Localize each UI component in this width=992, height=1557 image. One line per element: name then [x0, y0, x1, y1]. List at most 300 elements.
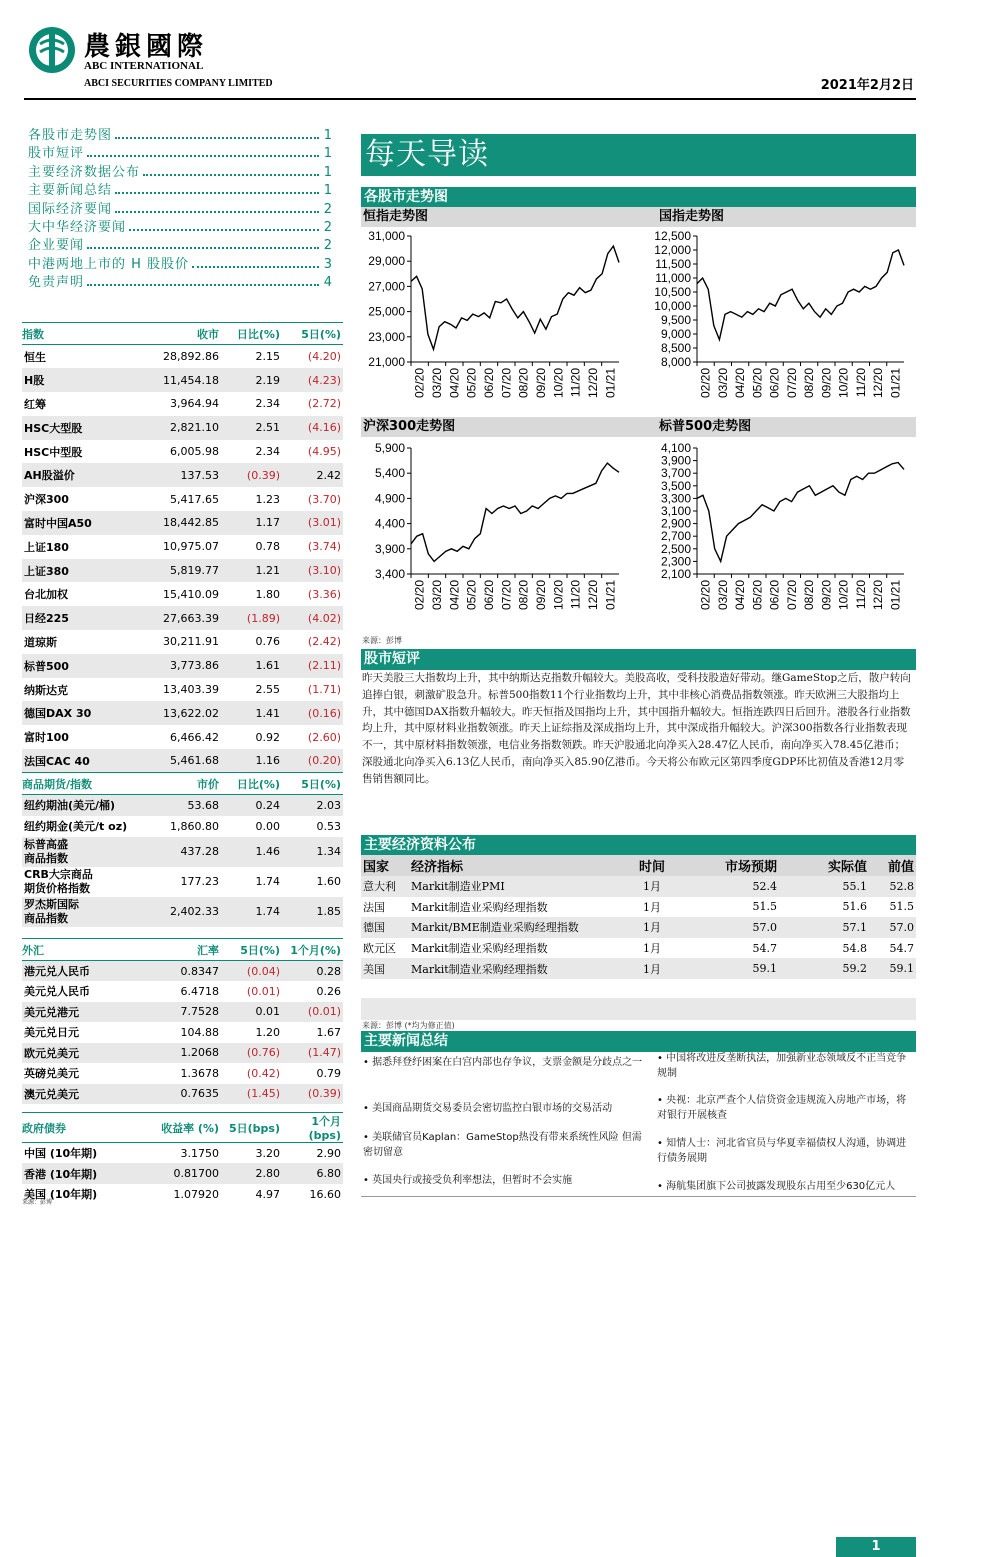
toc-label: 大中华经济要闻 — [28, 220, 127, 236]
toc-leader — [115, 211, 319, 213]
table-row — [22, 749, 343, 773]
table-cell: (4.16) — [282, 416, 343, 440]
table-cell: (1.45) — [221, 1084, 282, 1105]
table-cell: 4.97 — [255, 1187, 280, 1201]
table-row — [22, 440, 343, 464]
toc-leader — [143, 174, 319, 176]
table-row — [22, 981, 343, 1002]
table-cell: 0.26 — [316, 984, 341, 998]
econ-cell: 1月 — [643, 900, 661, 914]
table-cell: 18,442.85 — [144, 511, 221, 535]
y-tick-label: 5,900 — [374, 441, 405, 455]
x-tick-label: 08/20 — [802, 368, 817, 399]
table-cell: (0.39) — [282, 1084, 343, 1105]
table-cell: (1.89) — [221, 606, 282, 630]
toc-leader — [115, 192, 319, 194]
econ-blank-row — [361, 998, 916, 1020]
table-cell: 1.34 — [282, 837, 343, 867]
table-row — [22, 1184, 343, 1205]
y-tick-label: 5,400 — [374, 466, 405, 481]
table-cell: CRB大宗商品 期货价格指数 — [24, 867, 93, 895]
table-cell: 6.80 — [282, 1163, 343, 1184]
toc-page: 1 — [323, 164, 332, 180]
news-text: 央视：北京严查个人信贷资金违规流入房地产市场，将对银行开展核查 — [657, 1095, 907, 1121]
toc-item[interactable] — [28, 145, 332, 163]
econ-cell: Markit制造业PMI — [409, 876, 615, 897]
column-header: 5日(%) — [221, 939, 282, 961]
econ-header: 前值 — [869, 855, 916, 876]
table-cell: 1.3678 — [180, 1066, 219, 1080]
toc-label: 企业要闻 — [28, 238, 85, 254]
chart-title-spx: 标普500走势图 — [659, 419, 752, 434]
table-cell: (1.47) — [282, 1043, 343, 1064]
table-cell: 港元兑人民币 — [22, 961, 144, 982]
company-logo — [28, 24, 328, 94]
chart-titles-row-2 — [361, 417, 916, 437]
table-cell: (0.16) — [282, 701, 343, 725]
econ-cell: 德国 — [361, 917, 409, 938]
toc-page: 3 — [323, 256, 332, 272]
x-tick-label: 12/20 — [871, 580, 886, 611]
table-cell: 2.80 — [221, 1163, 282, 1184]
x-tick-label: 04/20 — [733, 368, 748, 399]
y-tick-label: 3,300 — [660, 491, 691, 506]
y-tick-label: 3,700 — [660, 466, 691, 481]
table-row — [22, 837, 343, 867]
table-cell: (3.74) — [307, 540, 341, 554]
y-tick-label: 9,000 — [660, 327, 691, 341]
section-econ: 主要经济资料公布 — [361, 835, 916, 856]
table-cell: 美元兑日元 — [24, 1026, 79, 1040]
econ-cell: 54.7 — [752, 941, 777, 955]
chart-titles-row-1 — [361, 207, 916, 227]
table-cell: 0.24 — [221, 795, 282, 816]
news-item[interactable] — [657, 1094, 916, 1123]
logo-company-name: ABCI SECURITIES COMPANY LIMITED — [84, 78, 273, 89]
x-tick-label: 08/20 — [516, 368, 531, 399]
news-item[interactable] — [363, 1174, 651, 1189]
x-tick-label: 04/20 — [733, 580, 748, 611]
chart-hscei — [641, 228, 916, 418]
table-cell: 欧元兑美元 — [22, 1043, 144, 1064]
y-tick-label: 2,900 — [660, 516, 691, 531]
table-cell: 1.80 — [255, 587, 280, 601]
table-cell: 红筹 — [24, 397, 46, 411]
table-cell: 5,417.65 — [170, 492, 219, 506]
news-text: 美国商品期货交易委员会密切监控白银市场的交易活动 — [372, 1103, 613, 1114]
x-tick-label: 03/20 — [430, 580, 444, 611]
chart-title-csi300: 沪深300走势图 — [363, 419, 456, 434]
table-cell: 美元兑人民币 — [24, 985, 90, 999]
table-cell: 1.41 — [221, 701, 282, 725]
econ-cell: Markit制造业采购经理指数 — [411, 942, 548, 956]
y-tick-label: 3,100 — [660, 504, 691, 518]
y-tick-label: 27,000 — [368, 279, 405, 294]
table-row — [22, 606, 343, 630]
y-tick-label: 8,000 — [660, 355, 691, 369]
news-item[interactable] — [363, 1102, 651, 1117]
column-header: 日比(%) — [221, 773, 282, 795]
commodities-table — [22, 772, 343, 927]
table-cell: 0.81700 — [144, 1163, 221, 1184]
table-cell: HSC中型股 — [24, 445, 83, 459]
bonds-source: 来源：彭博 — [22, 1199, 53, 1206]
toc-leader — [129, 229, 319, 231]
x-tick-label: 06/20 — [767, 368, 782, 399]
table-row — [22, 678, 343, 702]
table-cell: 30,211.91 — [163, 635, 219, 649]
bullet-icon: • — [363, 1132, 373, 1143]
table-cell: HSC大型股 — [22, 416, 144, 440]
logo-chinese-name: 農銀國際 — [84, 32, 209, 62]
econ-table — [361, 855, 916, 979]
table-row — [22, 345, 343, 369]
table-cell: 28,892.86 — [163, 350, 219, 364]
table-cell: 1,860.80 — [170, 819, 219, 833]
toc-item[interactable] — [28, 237, 332, 255]
table-row — [22, 463, 343, 487]
table-cell: (0.20) — [282, 749, 343, 773]
table-cell: 纽约期油(美元/桶) — [22, 795, 144, 816]
table-cell: 0.79 — [316, 1066, 341, 1080]
table-row — [22, 487, 343, 511]
table-cell: 13,622.02 — [144, 701, 221, 725]
table-cell: 纽约期金(美元/t oz) — [24, 820, 128, 833]
x-tick-label: 08/20 — [516, 580, 531, 611]
econ-header: 时间 — [615, 855, 689, 876]
table-cell: (2.42) — [307, 635, 341, 649]
econ-header: 经济指标 — [409, 855, 615, 876]
econ-cell: 54.7 — [889, 941, 914, 955]
y-tick-label: 2,700 — [660, 529, 691, 544]
x-tick-label: 11/20 — [568, 368, 583, 398]
series-line — [411, 246, 619, 349]
table-cell: 上证380 — [22, 559, 144, 583]
column-header: 收市 — [144, 323, 221, 345]
news-text: 知情人士：河北省官员与华夏幸福债权人沟通，协调进行债务展期 — [657, 1138, 907, 1164]
econ-cell: 59.1 — [689, 958, 779, 979]
news-item[interactable] — [363, 1056, 651, 1071]
table-cell: 德国DAX 30 — [22, 701, 144, 725]
table-cell: (1.71) — [307, 683, 341, 697]
toc-page: 1 — [323, 146, 332, 162]
y-tick-label: 4,400 — [374, 516, 405, 531]
table-cell: 1.20 — [255, 1025, 280, 1039]
y-tick-label: 3,500 — [660, 478, 691, 493]
table-cell: 13,403.39 — [163, 683, 219, 697]
column-header: 收益率 (%) — [144, 1113, 221, 1143]
y-tick-label: 2,100 — [660, 567, 691, 581]
econ-cell: 1月 — [615, 876, 689, 897]
fx-table — [22, 938, 343, 1104]
news-item[interactable] — [657, 1137, 916, 1166]
econ-row — [361, 876, 916, 897]
header-divider — [24, 98, 916, 100]
table-cell: (4.20) — [307, 350, 341, 364]
table-row — [22, 535, 343, 559]
chart-csi300 — [361, 440, 631, 630]
table-cell: 11,454.18 — [144, 368, 221, 392]
x-tick-label: 10/20 — [551, 368, 566, 399]
econ-cell: 美国 — [361, 958, 409, 979]
table-row — [22, 897, 343, 927]
table-cell: 澳元兑美元 — [22, 1084, 144, 1105]
table-cell: 台北加权 — [24, 588, 68, 602]
x-tick-label: 01/21 — [603, 368, 618, 399]
table-row — [22, 795, 343, 816]
report-date: 2021年2月2日 — [820, 78, 914, 93]
column-header: 1个月(bps) — [282, 1113, 343, 1143]
column-header: 5日(%) — [282, 323, 343, 345]
table-cell: 0.01 — [221, 1002, 282, 1023]
econ-cell: 57.0 — [689, 917, 779, 938]
table-cell: 2.34 — [255, 397, 280, 411]
toc-item[interactable] — [28, 164, 332, 182]
table-cell: 1.74 — [255, 875, 280, 888]
econ-cell: 51.5 — [889, 900, 914, 914]
table-row — [22, 816, 343, 837]
table-cell: 6.4718 — [180, 984, 219, 998]
econ-cell: 59.2 — [779, 958, 869, 979]
x-tick-label: 02/20 — [412, 580, 427, 611]
x-tick-label: 10/20 — [836, 368, 851, 399]
table-cell: 27,663.39 — [144, 606, 221, 630]
bullet-icon: • — [657, 1095, 667, 1106]
econ-row — [361, 897, 916, 918]
section-commentary: 股市短评 — [361, 649, 916, 670]
econ-cell: 欧元区 — [363, 942, 396, 956]
y-tick-label: 11,500 — [655, 257, 691, 271]
table-cell: 6,466.42 — [170, 730, 219, 744]
y-tick-label: 4,900 — [374, 491, 405, 506]
table-cell: 437.28 — [144, 837, 221, 867]
y-tick-label: 2,300 — [660, 554, 691, 569]
x-tick-label: 12/20 — [586, 580, 600, 611]
column-header: 1个月(%) — [282, 939, 343, 961]
table-cell: 0.76 — [255, 635, 280, 649]
table-cell: 香港 (10年期) — [22, 1163, 144, 1184]
column-header: 指数 — [22, 323, 144, 345]
x-tick-label: 03/20 — [715, 580, 730, 611]
column-header: 5日(bps) — [221, 1113, 282, 1143]
table-cell: 上证180 — [24, 540, 69, 554]
chart-hsi — [361, 228, 631, 418]
y-tick-label: 8,500 — [660, 341, 691, 355]
table-row — [22, 416, 343, 440]
section-charts: 各股市走势图 — [361, 187, 916, 208]
table-cell: (3.36) — [307, 587, 341, 601]
table-row — [22, 1084, 343, 1105]
table-cell: (4.95) — [307, 445, 341, 459]
toc-label: 主要新闻总结 — [28, 183, 113, 199]
x-tick-label: 06/20 — [482, 368, 496, 399]
series-line — [697, 250, 904, 340]
econ-cell: 57.0 — [869, 917, 916, 938]
table-cell: 沪深300 — [24, 493, 69, 507]
table-row — [22, 701, 343, 725]
table-row — [22, 559, 343, 583]
econ-row — [361, 958, 916, 979]
y-tick-label: 3,900 — [660, 453, 691, 468]
table-cell: 1.61 — [221, 654, 282, 678]
table-row — [22, 582, 343, 606]
toc-page: 1 — [323, 183, 332, 199]
econ-cell: 法国 — [363, 900, 385, 914]
bullet-icon: • — [363, 1057, 373, 1068]
table-cell: (0.42) — [246, 1066, 280, 1080]
toc-item[interactable] — [28, 127, 332, 145]
news-text: 据悉拜登纾困案在白宫内部也存争议，支票金额是分歧点之一 — [372, 1057, 643, 1068]
table-cell: 16.60 — [309, 1187, 341, 1201]
x-tick-label: 06/20 — [767, 580, 782, 611]
table-row — [22, 392, 343, 416]
toc-label: 股市短评 — [28, 146, 85, 162]
table-cell: (2.11) — [282, 654, 343, 678]
table-cell: 177.23 — [180, 875, 219, 888]
table-cell: 1.21 — [221, 559, 282, 583]
table-cell: 1.85 — [282, 897, 343, 927]
x-tick-label: 12/20 — [586, 368, 600, 399]
news-item[interactable] — [657, 1180, 916, 1195]
x-tick-label: 07/20 — [784, 580, 799, 611]
table-cell: 1.07920 — [173, 1187, 219, 1201]
table-cell: 6,005.98 — [170, 445, 219, 459]
table-cell: 0.7635 — [144, 1084, 221, 1105]
table-cell: (0.39) — [221, 463, 282, 487]
toc-leader — [87, 247, 319, 249]
news-text: 美联储官员Kaplan：GameStop热没有带来系统性风险 但需密切留意 — [363, 1132, 642, 1158]
x-tick-label: 07/20 — [499, 368, 514, 399]
table-row — [22, 1163, 343, 1184]
series-line — [411, 463, 619, 561]
table-cell: 2,402.33 — [144, 897, 221, 927]
indices-table — [22, 322, 343, 773]
x-tick-label: 02/20 — [698, 368, 713, 399]
column-header: 5日(%) — [282, 773, 343, 795]
econ-cell: 意大利 — [361, 876, 409, 897]
x-tick-label: 04/20 — [447, 368, 462, 399]
table-cell: 中国 (10年期) — [24, 1147, 98, 1161]
table-cell: 英磅兑美元 — [24, 1067, 79, 1081]
table-row — [22, 368, 343, 392]
econ-cell: 52.8 — [869, 876, 916, 897]
x-tick-label: 09/20 — [819, 580, 834, 611]
toc-item[interactable] — [28, 182, 332, 200]
econ-cell: 59.1 — [869, 958, 916, 979]
table-cell: 2.90 — [316, 1146, 341, 1160]
y-tick-label: 3,400 — [374, 567, 405, 581]
toc-item[interactable] — [28, 219, 332, 237]
table-cell: 2.03 — [282, 795, 343, 816]
news-bottom-rule — [361, 1196, 916, 1197]
column-header: 商品期货/指数 — [22, 773, 144, 795]
chart-spx — [641, 440, 916, 630]
page-number: 1 — [836, 1537, 916, 1557]
table-cell: 3.20 — [255, 1146, 280, 1160]
econ-cell: 1月 — [615, 958, 689, 979]
logo-english-name: ABC INTERNATIONAL — [84, 60, 204, 72]
table-cell: 2,821.10 — [144, 416, 221, 440]
toc-item[interactable] — [28, 274, 332, 292]
x-tick-label: 01/21 — [603, 580, 618, 611]
econ-cell: 1月 — [643, 942, 661, 956]
table-cell: 0.78 — [255, 540, 280, 554]
y-tick-label: 4,100 — [660, 441, 691, 455]
table-cell: (4.23) — [282, 368, 343, 392]
table-row — [22, 725, 343, 749]
x-tick-label: 03/20 — [430, 368, 444, 399]
table-cell: 15,410.09 — [163, 587, 219, 601]
toc-leader — [87, 155, 319, 157]
x-tick-label: 06/20 — [482, 580, 496, 611]
table-row — [22, 1022, 343, 1043]
table-cell: 0.53 — [316, 819, 341, 833]
table-cell: 2.51 — [221, 416, 282, 440]
toc-page: 2 — [323, 201, 332, 217]
x-tick-label: 04/20 — [447, 580, 462, 611]
table-cell: (0.01) — [246, 984, 280, 998]
table-row — [22, 511, 343, 535]
chart-title-hsi: 恒指走势图 — [363, 209, 429, 224]
x-tick-label: 11/20 — [853, 580, 868, 610]
x-tick-label: 01/21 — [888, 580, 903, 611]
table-cell: 日经225 — [22, 606, 144, 630]
table-cell: (3.10) — [282, 559, 343, 583]
table-cell: 2.15 — [255, 350, 280, 364]
y-tick-label: 11,000 — [655, 271, 691, 285]
table-cell: 1.74 — [221, 897, 282, 927]
table-cell: 0.00 — [255, 819, 280, 833]
table-cell: (2.60) — [307, 730, 341, 744]
x-tick-label: 09/20 — [534, 580, 548, 611]
toc-item[interactable] — [28, 201, 332, 219]
table-cell: 2.55 — [255, 683, 280, 697]
y-tick-label: 31,000 — [368, 229, 405, 243]
column-header: 市价 — [144, 773, 221, 795]
toc-label: 中港两地上市的 H 股股价 — [28, 256, 190, 272]
table-cell: 1.46 — [221, 837, 282, 867]
abc-logo-icon — [28, 26, 76, 74]
table-cell: 恒生 — [24, 350, 46, 364]
column-header: 汇率 — [144, 939, 221, 961]
econ-cell: 1月 — [615, 917, 689, 938]
table-cell: 罗杰斯国际 商品指数 — [22, 897, 144, 927]
toc-leader — [87, 284, 319, 286]
table-cell: 104.88 — [180, 1025, 219, 1039]
news-item[interactable] — [657, 1052, 916, 1081]
table-cell: 0.8347 — [144, 961, 221, 982]
table-cell: 3,773.86 — [144, 654, 221, 678]
toc-leader — [192, 266, 319, 268]
table-cell: 1.67 — [316, 1025, 341, 1039]
econ-cell: 54.8 — [842, 941, 867, 955]
table-row — [22, 1002, 343, 1023]
table-cell: 5,819.77 — [144, 559, 221, 583]
market-commentary: 昨天美股三大指数均上升，其中纳斯达克指数升幅较大。美股高收，受科技股造好带动。继GameStop之后，散户转向追捧白银，刺激矿股急升。标普500指数11个行业指数均上升，其中非核心消费品指数领涨。昨天欧洲三大股指均上升，其中德国DAX指数升幅较大。昨天恒指及国指均上升，其中国指升幅较大。恒指连跌四日后回升。港股各行业指数均上升，其中原材料业指数领涨。昨天上证综指及深成指均上升，其中深成指升幅较大。沪深300指数各行业指数表现不一，其中原材料指数领涨，电信业务指数领跌。昨天沪股通北向净买入28.47亿人民币，南向净买入78.45亿港币；深股通北向净买入6.13亿人民币，南向净买入85.90亿港币。今天将公布欧元区第四季度GDP环比初值及香港12月零售销售额同比。 — [362, 672, 911, 785]
y-tick-label: 10,000 — [654, 299, 691, 313]
table-cell: 纳斯达克 — [24, 683, 68, 697]
econ-header: 实际值 — [779, 855, 869, 876]
econ-header: 国家 — [361, 855, 409, 876]
x-tick-label: 07/20 — [784, 368, 799, 399]
table-cell: (0.76) — [221, 1043, 282, 1064]
bonds-table — [22, 1112, 343, 1205]
table-of-contents — [28, 127, 332, 293]
x-tick-label: 11/20 — [568, 580, 583, 610]
news-item[interactable] — [363, 1131, 651, 1160]
x-tick-label: 10/20 — [836, 580, 851, 611]
toc-item[interactable] — [28, 256, 332, 274]
